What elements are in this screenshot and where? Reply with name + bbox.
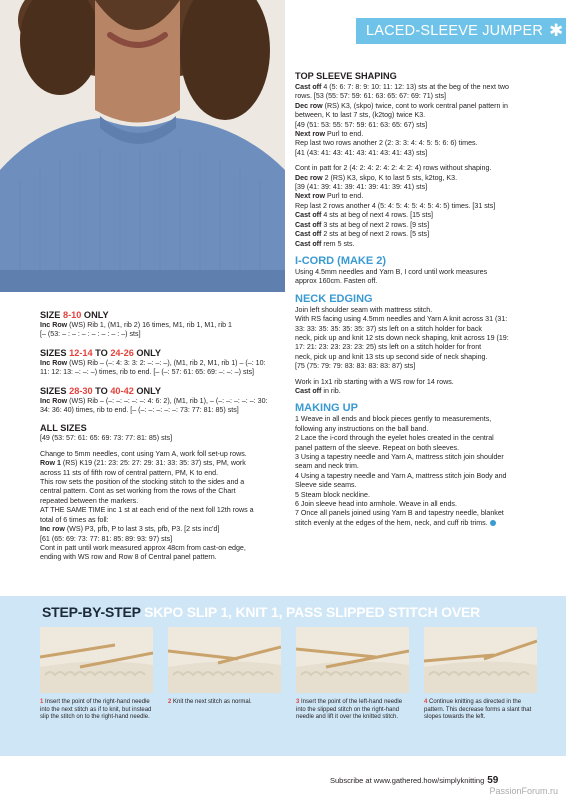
text-line: [– (53: – : – : – : – : – : – : –) sts] xyxy=(40,330,141,339)
text-line: Dec row 2 (RS) K3, skpo, K to last 5 sts, k2tog, K3. xyxy=(295,173,458,182)
step-4 xyxy=(424,627,537,722)
text-line: Rep last 2 rows another 4 (5: 4: 5: 4: 5: 4: 5: 4: 5) times. [31 sts] xyxy=(295,201,496,210)
text-line: Work in 1x1 rib starting with a WS row for 14 rows. xyxy=(295,377,454,386)
text-line: across 11 sts of fifth row of central pattern, PM, K to end. xyxy=(40,468,219,477)
text-line: rows. [53 (55: 57: 59: 61: 63: 65: 67: 69: 71) sts] xyxy=(295,92,447,101)
text-line: between, K to last 7 sts, (k2tog) twice K3. xyxy=(295,111,426,120)
text-line: [39 (41: 39: 41: 39: 41: 39: 41: 39: 41) sts] xyxy=(295,183,428,192)
heading-making-up: MAKING UP xyxy=(295,402,358,415)
text-line: Join left shoulder seam with mattress stitch. xyxy=(295,305,433,314)
text-line: stitch evenly at the edges of the hem, neck, and cuff rib trims. xyxy=(295,519,535,528)
watermark: PassionForum.ru xyxy=(489,786,558,796)
text-line: 7 Once all panels joined using Yarn B and tapestry needle, blanket xyxy=(295,509,504,518)
text-line: 33: 33: 35: 35: 35: 35: 37) sts left on a stitch holder for back xyxy=(295,324,482,333)
step-by-step-title: STEP-BY-STEP SKPO SLIP 1, KNIT 1, PASS SLIPPED STITCH OVER xyxy=(42,604,481,620)
text-line: Cast off rem 5 sts. xyxy=(295,239,355,248)
pattern-title: LACED-SLEEVE JUMPER xyxy=(366,23,544,39)
end-dot-icon xyxy=(490,520,496,526)
text-line: 11: 12: 13: –: –: –) times, rib to end. [– (–: 57: 61: 65: 69: –: –: –) sts] xyxy=(40,368,254,377)
text-line: total of 6 times as foll: xyxy=(40,515,109,524)
text-line: [75 (75: 79: 79: 83: 83: 83: 83: 87) sts] xyxy=(295,362,416,371)
step-caption: 2 Knit the next stitch as normal. xyxy=(168,699,252,705)
text-line: 17: 21: 23: 23: 23: 23: 25) sts left on a stitch holder for front xyxy=(295,343,482,352)
step-2 xyxy=(168,627,281,707)
text-line: central pattern. Cont as set working from the rows of the Chart xyxy=(40,487,236,496)
text-line: repeated between the markers. xyxy=(40,496,139,505)
text-line: Rep last two rows another 2 (2: 3: 3: 4: 4: 5: 5: 6: 6) times. xyxy=(295,139,478,148)
text-line: Change to 5mm needles, cont using Yarn A, work foll set-up rows. xyxy=(40,449,247,458)
heading-all-sizes: ALL SIZES xyxy=(40,423,87,434)
text-line: 34: 36: 40) times, rib to end. [– (–: –: –: –: –: 73: 77: 81: 85) sts] xyxy=(40,406,239,415)
step-3 xyxy=(296,627,409,722)
text-line: Row 1 (RS) K19 (21: 23: 25: 27: 29: 31: 33: 35: 37) sts, PM, work xyxy=(40,459,246,468)
text-line: approx 160cm. Fasten off. xyxy=(295,277,378,286)
heading-neck-edging: NECK EDGING xyxy=(295,292,373,305)
step-caption: 3 Insert the point of the left-hand needle into the slipped stitch on the right-hand needle and lift it over the knitted stitch. xyxy=(296,699,403,721)
text-line: Cast off in rib. xyxy=(295,386,341,395)
text-line: Cast off 3 sts at beg of next 2 rows. [9 sts] xyxy=(295,220,430,229)
text-line: Using 4.5mm needles and Yarn B, I cord until work measures xyxy=(295,267,488,276)
text-line: Cast off 2 sts at beg of next 2 rows. [5 sts] xyxy=(295,230,430,239)
text-line: Dec row (RS) K3, (skpo) twice, cont to work central panel pattern in xyxy=(295,101,508,110)
text-line: Next row Purl to end. xyxy=(295,192,364,201)
text-line: Sleeve side seams. xyxy=(295,481,357,490)
text-line: Cont in patt until work measured approx 48cm from cast-on edge, xyxy=(40,543,246,552)
text-line: 5 Steam block neckline. xyxy=(295,490,370,499)
text-line: Next row Purl to end. xyxy=(295,130,364,139)
left-column xyxy=(40,302,288,563)
text-line: 3 Using a tapestry needle and Yarn A, mattress stitch join shoulder xyxy=(295,453,504,461)
heading-top-sleeve-shaping: TOP SLEEVE SHAPING xyxy=(295,71,397,81)
text-line: Inc Row (WS) Rib – (–: –: –: –: –: 4: 6: 2), (M1, rib 1), – (–: –: –: –: –: 30: xyxy=(40,396,268,405)
text-line: 6 Join sleeve head into armhole. Weave in all ends. xyxy=(295,500,457,509)
step-caption: 4 Continue knitting as directed in the pattern. This decrease forms a slant that slopes towards the left. xyxy=(424,699,532,721)
text-line: AT THE SAME TIME inc 1 st at each end of the next foll 12th rows a xyxy=(40,506,254,515)
heading-i-cord: I-CORD (MAKE 2) xyxy=(295,254,387,267)
heading-sizes-12-14-to-24-26: SIZES 12-14 TO 24-26 ONLY xyxy=(40,347,162,358)
text-line: Inc Row (WS) Rib 1, (M1, rib 2) 16 times, M1, rib 1, M1, rib 1 xyxy=(40,321,232,329)
step-1 xyxy=(40,627,153,722)
model-photo xyxy=(0,0,285,292)
text-line: Cast off 4 sts at beg of next 4 rows. [15 sts] xyxy=(295,211,433,220)
step-photo xyxy=(40,627,153,693)
text-line: ending with WS row and Row 8 of Central panel pattern. xyxy=(40,553,217,562)
text-line: [49 (53: 57: 61: 65: 69: 73: 77: 81: 85) sts] xyxy=(40,434,173,443)
step-photo xyxy=(296,627,409,693)
step-photo xyxy=(424,627,537,693)
asterisk-icon: ✱ xyxy=(549,21,564,40)
text-line: This row sets the position of the stocking stitch to the sides and a xyxy=(40,478,245,487)
step-caption: 1 Insert the point of the right-hand needle into the next stitch as if to knit, but instead slip the stitch on to the right-hand needle. xyxy=(40,699,152,721)
text-line: 2 Lace the i-cord through the eyelet holes created in the central xyxy=(295,434,494,443)
text-line: neck, pick up and knit 13 sts up second side of neck shaping. xyxy=(295,352,488,361)
pattern-title-bar xyxy=(356,18,566,44)
text-line: [61 (65: 69: 73: 77: 81: 85: 89: 93: 97) sts] xyxy=(40,534,173,543)
heading-size-8-10: SIZE 8-10 ONLY xyxy=(40,310,109,320)
text-line: Inc Row (WS) Rib – (–: 4: 3: 3: 2: –: –: –), (M1, rib 2, M1, rib 1) – (–: 10: xyxy=(40,358,266,367)
subscribe-link[interactable]: Subscribe at www.gathered.how/simplyknitting xyxy=(330,776,485,785)
text-line: [41 (43: 41: 43: 41: 43: 41: 43: 41: 43) sts] xyxy=(295,148,428,157)
right-column xyxy=(295,70,535,528)
step-photo xyxy=(168,627,281,693)
text-line: 4 Using a tapestry needle and Yarn A, mattress stitch join Body and xyxy=(295,471,507,480)
page-footer xyxy=(330,775,498,786)
text-line: panel pattern of the sleeve. Repeat on both sleeves. xyxy=(295,443,460,452)
text-line: following any instructions on the ball band. xyxy=(295,424,429,433)
text-line: Cast off 4 (5: 6: 7: 8: 9: 10: 11: 12: 13) sts at the beg of the next two xyxy=(295,83,509,91)
text-line: [49 (51: 53: 55: 57: 59: 61: 63: 65: 67) sts] xyxy=(295,120,428,129)
text-line: neck, pick up and knit 12 sts down neck shaping, knit across 19 (19: xyxy=(295,333,509,342)
text-line: Inc row (WS) P3, pfb, P to last 3 sts, pfb, P3. [2 sts inc'd] xyxy=(40,525,220,534)
text-line: With RS facing using 4.5mm needles and Yarn A knit across 31 (31: xyxy=(295,315,508,324)
text-line: Cont in patt for 2 (4: 2: 4: 2: 4: 2: 4: 2: 4) rows without shaping. xyxy=(295,164,492,173)
page-number: 59 xyxy=(487,775,499,786)
text-line: 1 Weave in all ends and block pieces gently to measurements, xyxy=(295,415,492,424)
text-line: seam and neck trim. xyxy=(295,462,359,471)
heading-sizes-28-30-to-40-42: SIZES 28-30 TO 40-42 ONLY xyxy=(40,385,162,396)
